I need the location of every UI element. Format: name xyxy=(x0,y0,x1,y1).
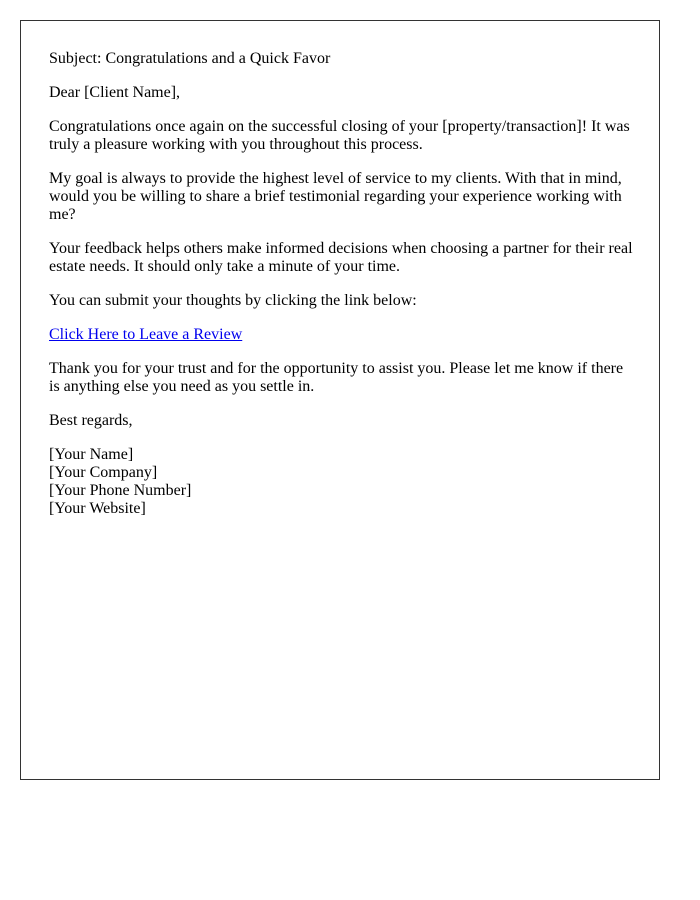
paragraph-congratulations: Congratulations once again on the successful closing of your [property/transaction]! It was truly a pleasure working with you throughout this process. xyxy=(49,118,630,153)
letter-subject: Subject: Congratulations and a Quick Favor xyxy=(49,50,331,67)
paragraph-thanks: Thank you for your trust and for the opportunity to assist you. Please let me know if there is anything else you need as you settle in. xyxy=(49,360,624,395)
letter-frame xyxy=(20,20,660,780)
signature-block xyxy=(49,446,637,518)
review-link-paragraph xyxy=(49,326,637,344)
signature-phone: [Your Phone Number] xyxy=(49,482,192,499)
letter-closing: Best regards, xyxy=(49,412,133,429)
signature-name: [Your Name] xyxy=(49,446,134,463)
signature-website: [Your Website] xyxy=(49,500,146,517)
letter-body xyxy=(49,50,637,534)
paragraph-submit-instructions: You can submit your thoughts by clicking the link below: xyxy=(49,292,417,309)
paragraph-goal: My goal is always to provide the highest level of service to my clients. With that in mind, would you be willing to share a brief testimonial regarding your experience working with me? xyxy=(49,170,622,223)
letter-greeting: Dear [Client Name], xyxy=(49,84,181,101)
paragraph-feedback: Your feedback helps others make informed decisions when choosing a partner for their real estate needs. It should only take a minute of your time. xyxy=(49,240,633,275)
signature-company: [Your Company] xyxy=(49,464,158,481)
leave-review-link[interactable]: Click Here to Leave a Review xyxy=(49,326,243,343)
